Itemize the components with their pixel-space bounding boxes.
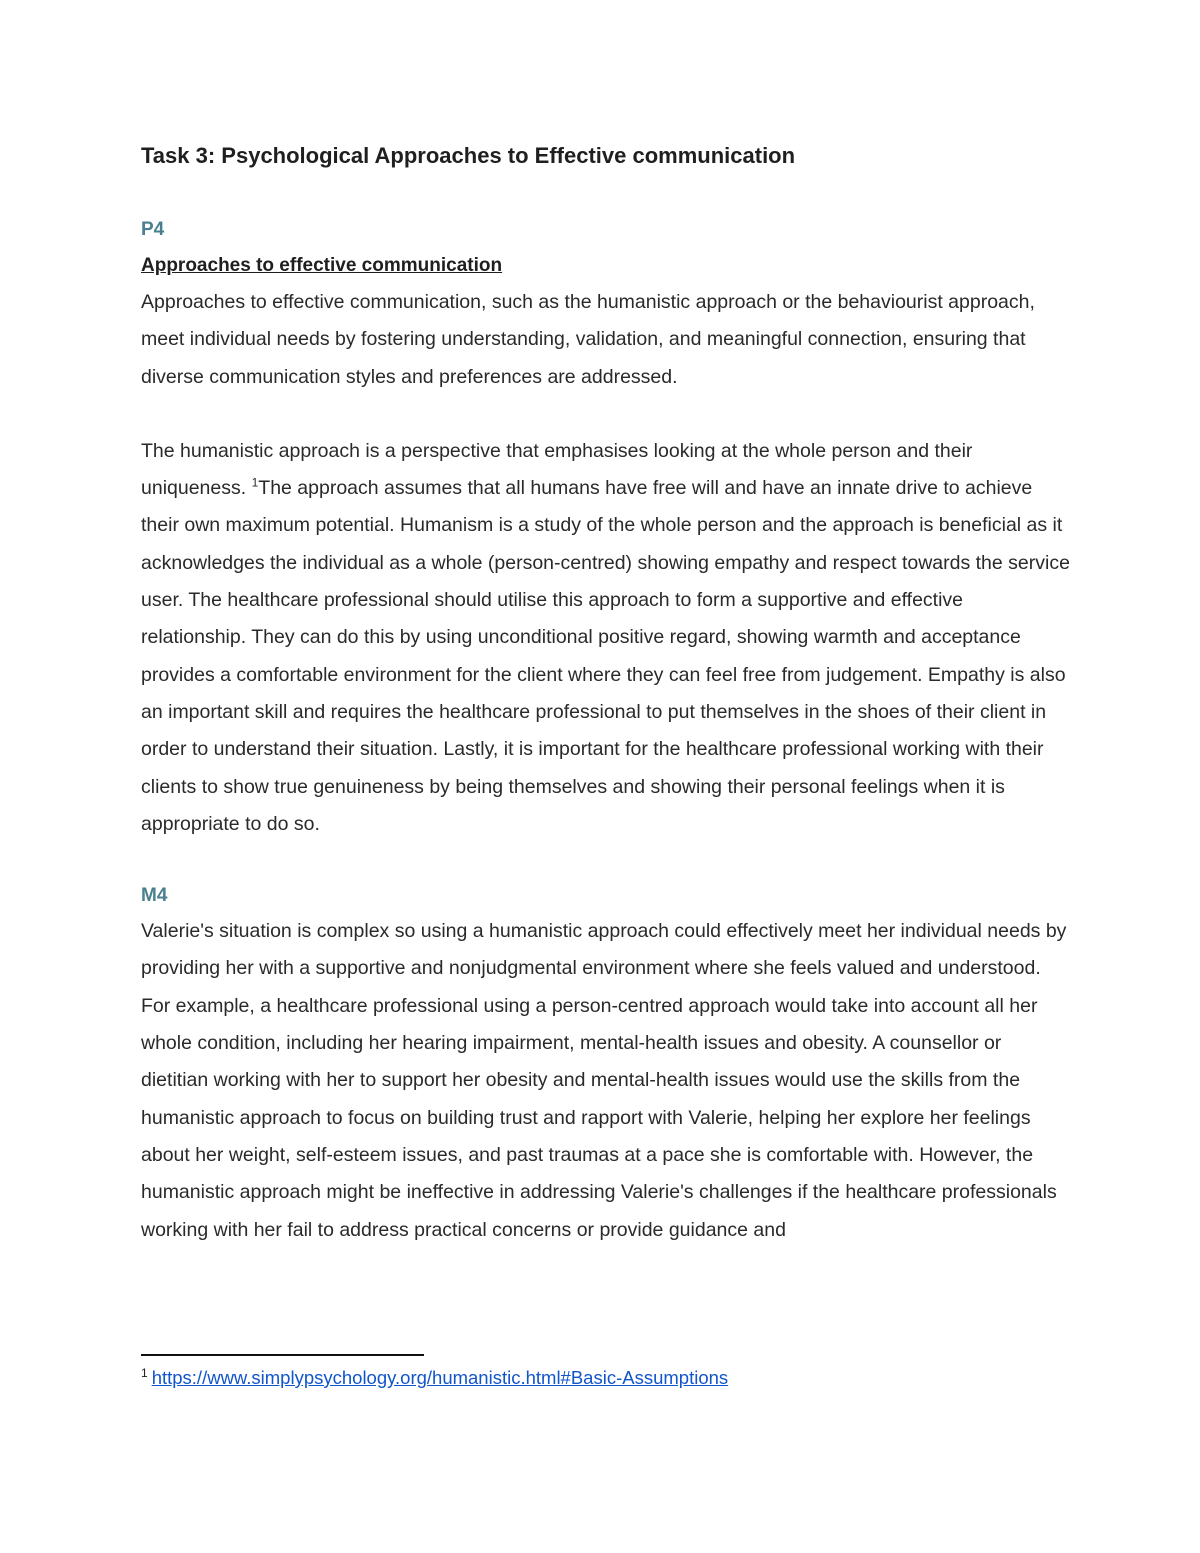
footnote-number: 1 — [141, 1365, 148, 1380]
paragraph-humanistic-part-1: The humanistic approach is a perspective that emphasises looking at the whole person and their uniqueness. — [141, 439, 973, 500]
paragraph-valerie: Valerie's situation is complex so using a humanistic approach could effectively meet her individual needs by providing her with a supportive and nonjudgmental environment where she feels valued and understood. For example, a healthcare professional using a person-centred approach would take into account all her whole condition, including her hearing impairment, mental-health issues and obesity. A counsellor or dietitian working with her to support her obesity and mental-health issues would use the skills from the humanistic approach to focus on building trust and rapport with Valerie, helping her explore her feelings about her weight, self-esteem issues, and past traumas at a pace she is comfortable with. However, the humanistic approach might be ineffective in addressing Valerie's challenges if the healthcare professionals working with her fail to address practical concerns or provide guidance and — [141, 920, 1067, 1241]
page-title: Task 3: Psychological Approaches to Effective communication — [141, 143, 796, 168]
paragraph-humanistic — [141, 433, 1071, 843]
paragraph-approaches: Approaches to effective communication, such as the humanistic approach or the behaviourist approach, meet individual needs by fostering understanding, validation, and meaningful connection, ensuring that diverse communication styles and preferences are addressed. — [141, 291, 1035, 388]
footnote-link[interactable]: https://www.simplypsychology.org/humanistic.html#Basic-Assumptions — [151, 1367, 729, 1388]
document-body — [141, 138, 1071, 1249]
section-subheading: Approaches to effective communication — [141, 255, 503, 276]
footnote-reference[interactable]: 1 — [251, 475, 259, 490]
footnote-divider — [141, 1354, 424, 1356]
section-label-p4: P4 — [141, 219, 165, 240]
footnote — [141, 1366, 728, 1390]
paragraph-humanistic-part-2: The approach assumes that all humans have free will and have an innate drive to achieve their own maximum potential. Humanism is a study of the whole person and the approach is beneficial as it acknowledges the individual as a whole (person-centred) showing empathy and respect towards the service user. The healthcare professional should utilise this approach to form a supportive and effective relationship. They can do this by using unconditional positive regard, showing warmth and acceptance provides a comfortable environment for the client where they can feel free from judgement. Empathy is also an important skill and requires the healthcare professional to put themselves in the shoes of their client in order to understand their situation. Lastly, it is important for the healthcare professional working with their clients to show true genuineness by being themselves and showing their personal feelings when it is appropriate to do so. — [141, 477, 1070, 835]
section-label-m4: M4 — [141, 885, 168, 907]
